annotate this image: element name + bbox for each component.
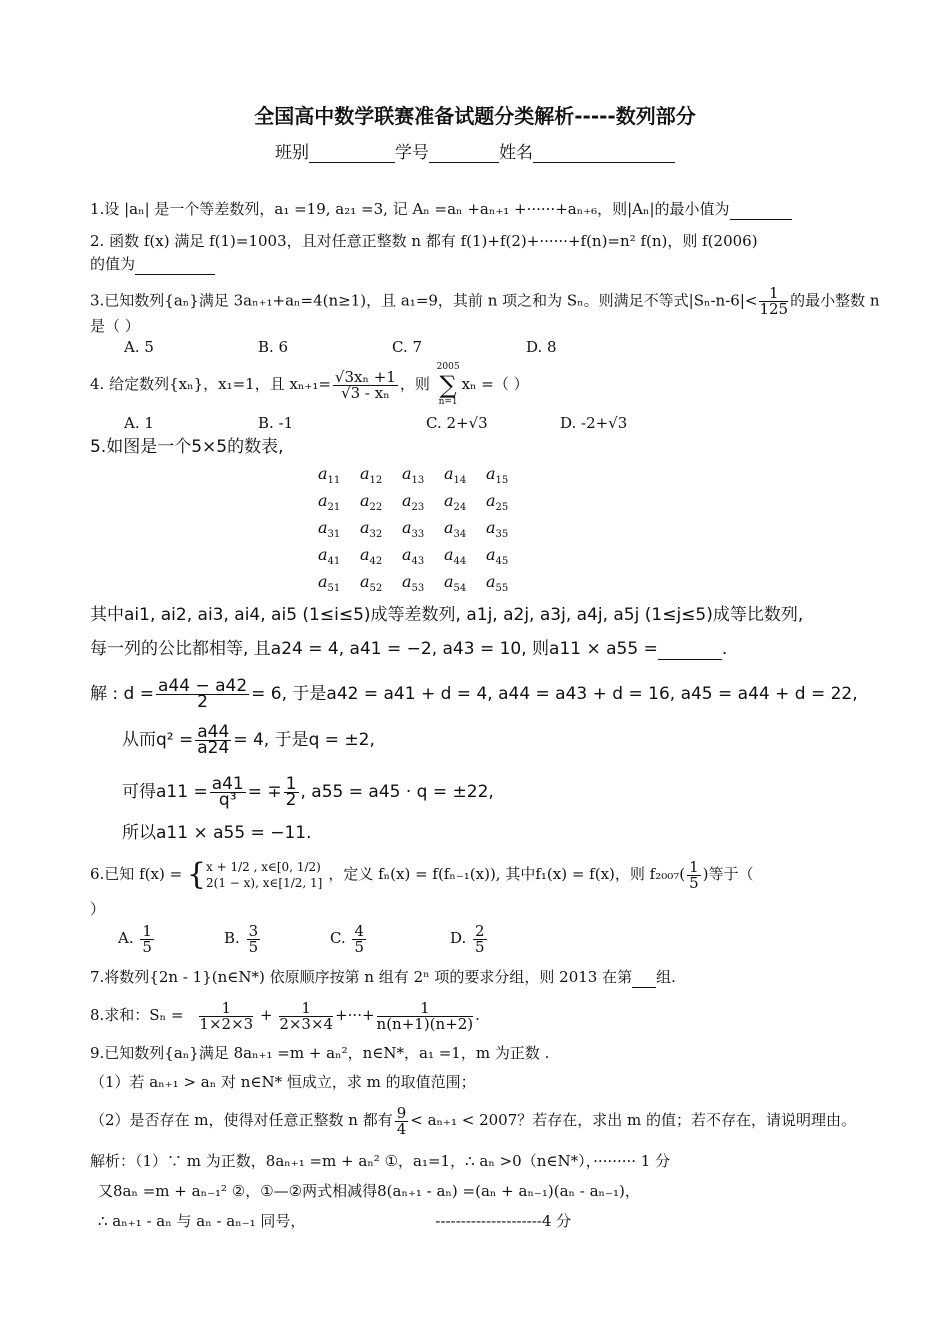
question-5-condition: 每一列的公比都相等, 且a24 = 4, a41 = −2, a43 = 10, 则a11 × a55 =	[90, 639, 658, 659]
cell-subscript: 35	[495, 529, 509, 541]
question-8-stem: 8.求和：Sₙ =	[90, 1006, 184, 1024]
question-6-option-b[interactable]	[224, 918, 262, 958]
question-8-ellipsis: +···+	[335, 1006, 375, 1024]
cell-subscript: 14	[453, 475, 467, 487]
solution-1-text: = 6, 于是a42 = a41 + d = 4, a44 = a43 + d = 16, a45 = a44 + d = 22,	[251, 684, 858, 704]
question-5-solution-2	[122, 718, 375, 762]
table-cell: $a_{42}$	[360, 545, 383, 568]
cell-subscript: 32	[369, 529, 383, 541]
table-row	[318, 489, 528, 516]
fraction-numerator: 1	[285, 773, 297, 794]
question-2-answer-blank[interactable]	[135, 258, 215, 275]
cell-subscript: 51	[327, 583, 341, 595]
cell-subscript: 24	[453, 502, 467, 514]
fraction-denominator: 5	[354, 937, 365, 956]
cell-subscript: 53	[411, 583, 425, 595]
question-4-option-b[interactable]: B. -1	[258, 414, 294, 432]
question-6-close: ）	[90, 900, 106, 918]
question-3-stem: 3.已知数列{aₙ}满足 3aₙ₊₁+aₙ=4(n≥1)，且 a₁=9，其前 n 项之和为 Sₙ。则满足不等式|Sₙ-n-6|<	[90, 291, 758, 310]
sum-upper-limit: 2005	[436, 362, 460, 372]
piecewise-case-1: x + 1/2 , x∈[0, 1/2)	[206, 860, 321, 874]
fraction-numerator: 1	[759, 286, 788, 302]
cell-subscript: 12	[369, 475, 383, 487]
cell-subscript: 45	[495, 556, 509, 568]
question-5-solution-3	[122, 770, 494, 814]
table-cell: $a_{11}$	[318, 464, 341, 487]
question-9-part-2	[90, 1098, 856, 1142]
solution-2-lead: 从而q² =	[122, 730, 194, 750]
solution-3-tail: , a55 = a45 · q = ±22,	[300, 782, 494, 802]
question-4-fraction	[333, 367, 398, 402]
question-5-intro: 5.如图是一个5×5的数表,	[90, 437, 284, 457]
question-8: 8.求和：Sₙ = $\frac{1}{1\times 2\times 3}$ + $\frac{1}{2\times 3\times 4}$ +···+ $\frac{1}{n(n+1)(n+2)}$ .	[90, 998, 480, 1033]
question-9-part-2-tail: < aₙ₊₁ < 2007？若存在，求出 m 的值；若不存在，请说明理由。	[410, 1111, 857, 1129]
cell-subscript: 25	[495, 502, 509, 514]
table-row	[318, 543, 528, 570]
fraction-denominator: n(n+1)(n+2)	[376, 1014, 474, 1033]
cell-subscript: 15	[495, 475, 509, 487]
question-7	[90, 966, 676, 988]
question-4-option-a[interactable]: A. 1	[124, 414, 154, 432]
cell-subscript: 11	[327, 475, 341, 487]
fraction-denominator: 2	[285, 789, 297, 810]
number-table	[318, 462, 528, 597]
question-9-solution-3-text: ∴ aₙ₊₁ - aₙ 与 aₙ - aₙ₋₁ 同号，	[98, 1212, 306, 1230]
table-cell: $a_{41}$	[318, 545, 341, 568]
question-2-tail: 的值为	[90, 255, 136, 273]
fraction-numerator: a41	[211, 773, 244, 794]
question-6-option-c[interactable]	[330, 918, 368, 958]
solution-d-fraction	[156, 675, 249, 712]
option-fraction	[473, 921, 487, 956]
fraction-denominator: 2×3×4	[279, 1014, 334, 1033]
table-cell: $a_{54}$	[444, 572, 467, 595]
question-4-tail: xₙ =（ ）	[461, 375, 529, 393]
question-2-line-2	[90, 253, 215, 275]
piecewise-cases	[206, 859, 322, 891]
name-label: 姓名	[499, 143, 533, 163]
cell-subscript: 44	[453, 556, 467, 568]
question-4-option-c[interactable]: C. 2+√3	[426, 414, 488, 432]
fraction-denominator: 5	[475, 937, 485, 956]
option-label: B.	[224, 929, 245, 947]
fraction-numerator: 1	[689, 857, 699, 876]
question-2-line-1: 2. 函数 f(x) 满足 f(1)=1003，且对任意正整数 n 都有 f(1)+f(2)+······+f(n)=n² f(n)，则 f(2006)	[90, 232, 758, 250]
fraction-denominator: 1×2×3	[199, 1014, 254, 1033]
question-7-stem: 7.将数列{2n - 1}(n∈N*) 依原顺序按第 n 组有 2ⁿ 项的要求分组，则 2013 在第	[90, 968, 633, 986]
table-cell: $a_{44}$	[444, 545, 467, 568]
table-cell: $a_{21}$	[318, 491, 341, 514]
name-blank[interactable]	[533, 146, 675, 163]
question-3-option-b[interactable]: B. 6	[258, 338, 289, 356]
question-4-option-d[interactable]: D. -2+√3	[560, 414, 628, 432]
solution-3-fraction	[210, 773, 246, 810]
table-cell: $a_{23}$	[402, 491, 425, 514]
class-blank[interactable]	[309, 146, 395, 163]
cell-subscript: 13	[411, 475, 425, 487]
question-1-text: 1.设 |aₙ| 是一个等差数列，a₁ =19, a₂₁ =3, 记 Aₙ =aₙ +aₙ₊₁ +······+aₙ₊₆，则|Aₙ|的最小值为	[90, 200, 730, 218]
table-cell: $a_{24}$	[444, 491, 467, 514]
fraction-denominator: 2	[197, 691, 208, 712]
fraction-denominator: q³	[218, 789, 237, 810]
option-label: C.	[330, 929, 351, 947]
fraction-numerator: a44 − a42	[157, 675, 248, 696]
table-cell: $a_{33}$	[402, 518, 425, 541]
table-cell: $a_{35}$	[486, 518, 509, 541]
table-cell: $a_{15}$	[486, 464, 509, 487]
question-4-stem: 4. 给定数列{xₙ}，x₁=1，且 xₙ₊₁=	[90, 375, 331, 393]
question-5-line-2: 每一列的公比都相等, 且a24 = 4, a41 = −2, a43 = 10, 则a11 × a55 = .	[90, 639, 728, 659]
cell-subscript: 21	[327, 502, 341, 514]
question-6-option-a[interactable]	[118, 918, 156, 958]
question-8-term-2	[279, 998, 334, 1033]
fraction-numerator: 1	[199, 1001, 253, 1017]
question-7-answer-blank[interactable]	[632, 971, 656, 988]
table-cell: $a_{31}$	[318, 518, 341, 541]
fraction-numerator: 2	[475, 921, 485, 940]
cell-subscript: 31	[327, 529, 341, 541]
fraction-numerator: 1	[142, 921, 152, 940]
question-9-solution-1: 解析：（1）∵ m 为正数，8aₙ₊₁ =m + aₙ² ①，a₁=1，∴ aₙ >0（n∈N*），········· 1 分	[90, 1152, 671, 1170]
fraction-denominator: 4	[396, 1119, 407, 1138]
question-3-option-a[interactable]: A. 5	[124, 338, 154, 356]
table-cell: $a_{55}$	[486, 572, 509, 595]
question-1-answer-blank[interactable]	[730, 203, 792, 220]
table-cell: $a_{22}$	[360, 491, 383, 514]
question-9-fraction	[395, 1103, 409, 1138]
piecewise-case-2: 2(1 − x), x∈[1/2, 1]	[206, 876, 323, 890]
table-cell: $a_{34}$	[444, 518, 467, 541]
question-5-answer-blank[interactable]	[658, 643, 722, 660]
score-marker: ---------------------4 分	[435, 1212, 572, 1230]
fraction-denominator: 125	[759, 300, 789, 318]
question-8-term-n	[376, 998, 474, 1033]
question-1	[90, 198, 792, 220]
table-cell: $a_{12}$	[360, 464, 383, 487]
option-label: D.	[450, 929, 472, 947]
question-3-tail: 的最小整数 n	[790, 291, 880, 310]
fraction-numerator: 1	[377, 1001, 474, 1017]
question-7-tail: 组.	[656, 968, 676, 986]
question-3-option-d[interactable]: D. 8	[526, 338, 557, 356]
table-cell: $a_{52}$	[360, 572, 383, 595]
cell-subscript: 43	[411, 556, 425, 568]
sum-lower-limit: n=1	[438, 397, 458, 407]
question-6-definition: ，定义 fₙ(x) = f(fₙ₋₁(x)), 其中f₁(x) = f(x)，则 f₂₀₀₇(	[328, 865, 686, 883]
solution-3-lead: 可得a11 =	[122, 782, 208, 802]
question-6-argument-fraction	[687, 857, 701, 892]
table-cell: $a_{43}$	[402, 545, 425, 568]
student-info-line	[0, 138, 950, 163]
student-id-blank[interactable]	[429, 146, 499, 163]
question-8-term-1	[199, 998, 254, 1033]
fraction-numerator: 3	[248, 921, 259, 940]
fraction-numerator: √3xₙ +1	[334, 367, 396, 386]
table-row	[318, 516, 528, 543]
question-5-solution-1	[90, 672, 858, 716]
student-id-label: 学号	[395, 143, 429, 163]
table-cell: $a_{53}$	[402, 572, 425, 595]
fraction-numerator: 4	[354, 921, 365, 940]
table-cell: $a_{14}$	[444, 464, 467, 487]
summation-symbol	[437, 362, 460, 408]
solution-label: 解 : d =	[90, 684, 154, 704]
question-4	[90, 362, 529, 408]
fraction-denominator: 5	[248, 937, 259, 956]
question-5-line-1: 其中ai1, ai2, ai3, ai4, ai5 (1≤i≤5)成等差数列, a1j, a2j, a3j, a4j, a5j (1≤j≤5)成等比数列,	[90, 605, 804, 625]
table-cell: $a_{25}$	[486, 491, 509, 514]
cell-subscript: 41	[327, 556, 341, 568]
fraction-denominator: 5	[142, 937, 152, 956]
piecewise-brace: {	[186, 857, 207, 892]
solution-2-fraction	[195, 721, 231, 758]
option-label: A.	[118, 929, 139, 947]
table-cell: $a_{51}$	[318, 572, 341, 595]
question-5-solution-4: 所以a11 × a55 = −11.	[122, 823, 312, 843]
fraction-numerator: 9	[396, 1103, 407, 1122]
fraction-denominator: √3 - xₙ	[341, 383, 390, 402]
question-4-mid: ，则	[399, 375, 430, 393]
fraction-denominator: a24	[197, 737, 230, 758]
table-cell: $a_{32}$	[360, 518, 383, 541]
fraction-numerator: a44	[197, 721, 230, 742]
cell-subscript: 34	[453, 529, 467, 541]
question-6-stem: 6.已知 f(x) =	[90, 865, 183, 883]
cell-subscript: 22	[369, 502, 383, 514]
cell-subscript: 33	[411, 529, 425, 541]
question-9-part-2-lead: （2）是否存在 m，使得对任意正整数 n 都有	[90, 1111, 393, 1129]
cell-subscript: 52	[369, 583, 383, 595]
question-6	[90, 850, 754, 898]
question-9-part-1: （1）若 aₙ₊₁ > aₙ 对 n∈N* 恒成立，求 m 的取值范围；	[90, 1073, 476, 1091]
solution-3-mid: = ∓	[247, 782, 282, 802]
question-8-period: .	[475, 1006, 480, 1024]
table-row	[318, 462, 528, 489]
question-3-line-2: 是（ ）	[90, 317, 140, 335]
question-9-stem: 9.已知数列{aₙ}满足 8aₙ₊₁ =m + aₙ²，n∈N*，a₁ =1，m 为正数 .	[90, 1044, 550, 1062]
cell-subscript: 54	[453, 583, 467, 595]
option-fraction	[140, 921, 154, 956]
question-9-solution-3	[98, 1210, 571, 1232]
option-fraction	[352, 921, 366, 956]
cell-subscript: 55	[495, 583, 509, 595]
table-cell: $a_{45}$	[486, 545, 509, 568]
table-cell: $a_{13}$	[402, 464, 425, 487]
question-3-fraction	[759, 286, 788, 317]
solution-3-half-fraction	[284, 773, 299, 810]
cell-subscript: 42	[369, 556, 383, 568]
fraction-numerator: 1	[279, 1001, 333, 1017]
page-title: 全国高中数学联赛准备试题分类解析-----数列部分	[254, 104, 696, 128]
question-6-tail: )等于（	[702, 865, 754, 883]
question-3-option-c[interactable]: C. 7	[392, 338, 423, 356]
sigma-glyph: ∑	[439, 371, 457, 399]
question-3-line-1	[90, 286, 880, 317]
table-row	[318, 570, 528, 597]
question-9-solution-2: 又8aₙ =m + aₙ₋₁² ②，①—②两式相减得8(aₙ₊₁ - aₙ) =(aₙ + aₙ₋₁)(aₙ - aₙ₋₁)，	[98, 1182, 640, 1200]
class-label: 班别	[275, 143, 309, 163]
option-fraction	[247, 921, 261, 956]
solution-2-tail: = 4, 于是q = ±2,	[233, 730, 375, 750]
cell-subscript: 23	[411, 502, 425, 514]
fraction-denominator: 5	[689, 873, 699, 892]
question-6-option-d[interactable]	[450, 918, 489, 958]
